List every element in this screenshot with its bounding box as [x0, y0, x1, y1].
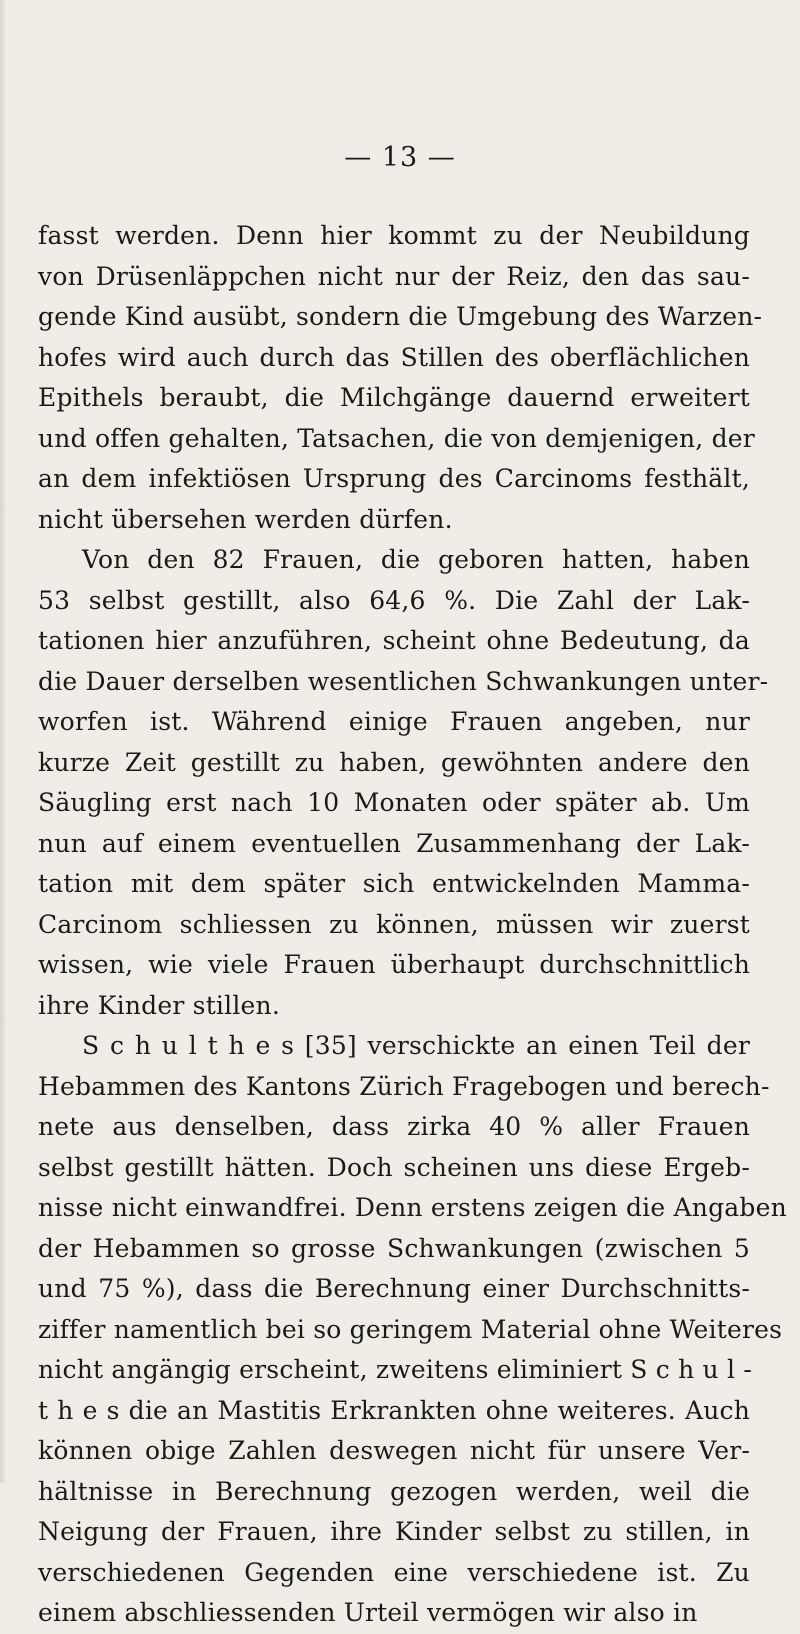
text-line: fasst werden. Denn hier kommt zu der Neubildung — [38, 221, 750, 250]
text-line: Epithels beraubt, die Milchgänge dauernd erweitert — [38, 383, 750, 412]
text-line: von Drüsenläppchen nicht nur der Reiz, den das sau- — [38, 261, 750, 291]
text-line: nicht übersehen werden dürfen. — [38, 504, 453, 534]
text-line: nun auf einem eventuellen Zusammenhang der Lak- — [38, 828, 750, 858]
body-text — [38, 216, 787, 1634]
text-line: t h e s die an Mastitis Erkrankten ohne weiteres. Auch — [38, 1395, 750, 1425]
text-line: hofes wird auch durch das Stillen des oberflächlichen — [38, 342, 750, 372]
text-line: tationen hier anzuführen, scheint ohne Bedeutung, da — [38, 626, 750, 655]
text-line: hältnisse in Berechnung gezogen werden, weil die — [38, 1476, 750, 1506]
text-line: und offen gehalten, Tatsachen, die von demjenigen, der — [38, 423, 755, 453]
scan-edge — [0, 0, 6, 1483]
text-line: an dem infektiösen Ursprung des Carcinoms festhält, — [38, 464, 750, 493]
text-line: tation mit dem später sich entwickelnden Mamma- — [38, 869, 750, 898]
text-line: 53 selbst gestillt, also 64,6 %. Die Zahl der Lak- — [38, 585, 750, 615]
text-line: worfen ist. Während einige Frauen angeben, nur — [38, 707, 750, 736]
page-number: — 13 — — [344, 142, 456, 173]
text-line: nete aus denselben, dass zirka 40 % aller Frauen — [38, 1112, 750, 1141]
text-line: einem abschliessenden Urteil vermögen wir also in — [38, 1598, 698, 1627]
text-line: können obige Zahlen deswegen nicht für unsere Ver- — [38, 1436, 750, 1465]
text-line: der Hebammen so grosse Schwankungen (zwischen 5 — [38, 1233, 750, 1263]
text-line: ziffer namentlich bei so geringem Material ohne Weiteres — [38, 1314, 783, 1344]
text-line: S c h u l t h e s [35] verschickte an einen Teil der — [82, 1031, 750, 1060]
text-line: und 75 %), dass die Berechnung einer Durchschnitts- — [38, 1274, 750, 1303]
text-line: die Dauer derselben wesentlichen Schwankungen unter- — [38, 666, 769, 696]
text-line: Hebammen des Kantons Zürich Fragebogen und berech- — [38, 1071, 770, 1101]
text-line: nisse nicht einwandfrei. Denn erstens zeigen die Angaben — [38, 1193, 787, 1222]
text-line: nicht angängig erscheint, zweitens eliminiert S c h u l - — [38, 1355, 752, 1384]
text-line: verschiedenen Gegenden eine verschiedene ist. Zu — [38, 1557, 750, 1587]
text-line: kurze Zeit gestillt zu haben, gewöhnten andere den — [38, 747, 750, 777]
text-line: Carcinom schliessen zu können, müssen wir zuerst — [38, 909, 750, 939]
text-line: Neigung der Frauen, ihre Kinder selbst zu stillen, in — [38, 1517, 750, 1546]
text-line: Säugling erst nach 10 Monaten oder später ab. Um — [38, 788, 750, 817]
text-line: wissen, wie viele Frauen überhaupt durchschnittlich — [38, 950, 750, 979]
text-line: ihre Kinder stillen. — [38, 990, 280, 1020]
text-line: gende Kind ausübt, sondern die Umgebung des Warzen- — [38, 302, 763, 331]
text-line: Von den 82 Frauen, die geboren hatten, haben — [82, 545, 750, 574]
text-line: selbst gestillt hätten. Doch scheinen uns diese Ergeb- — [38, 1152, 750, 1182]
